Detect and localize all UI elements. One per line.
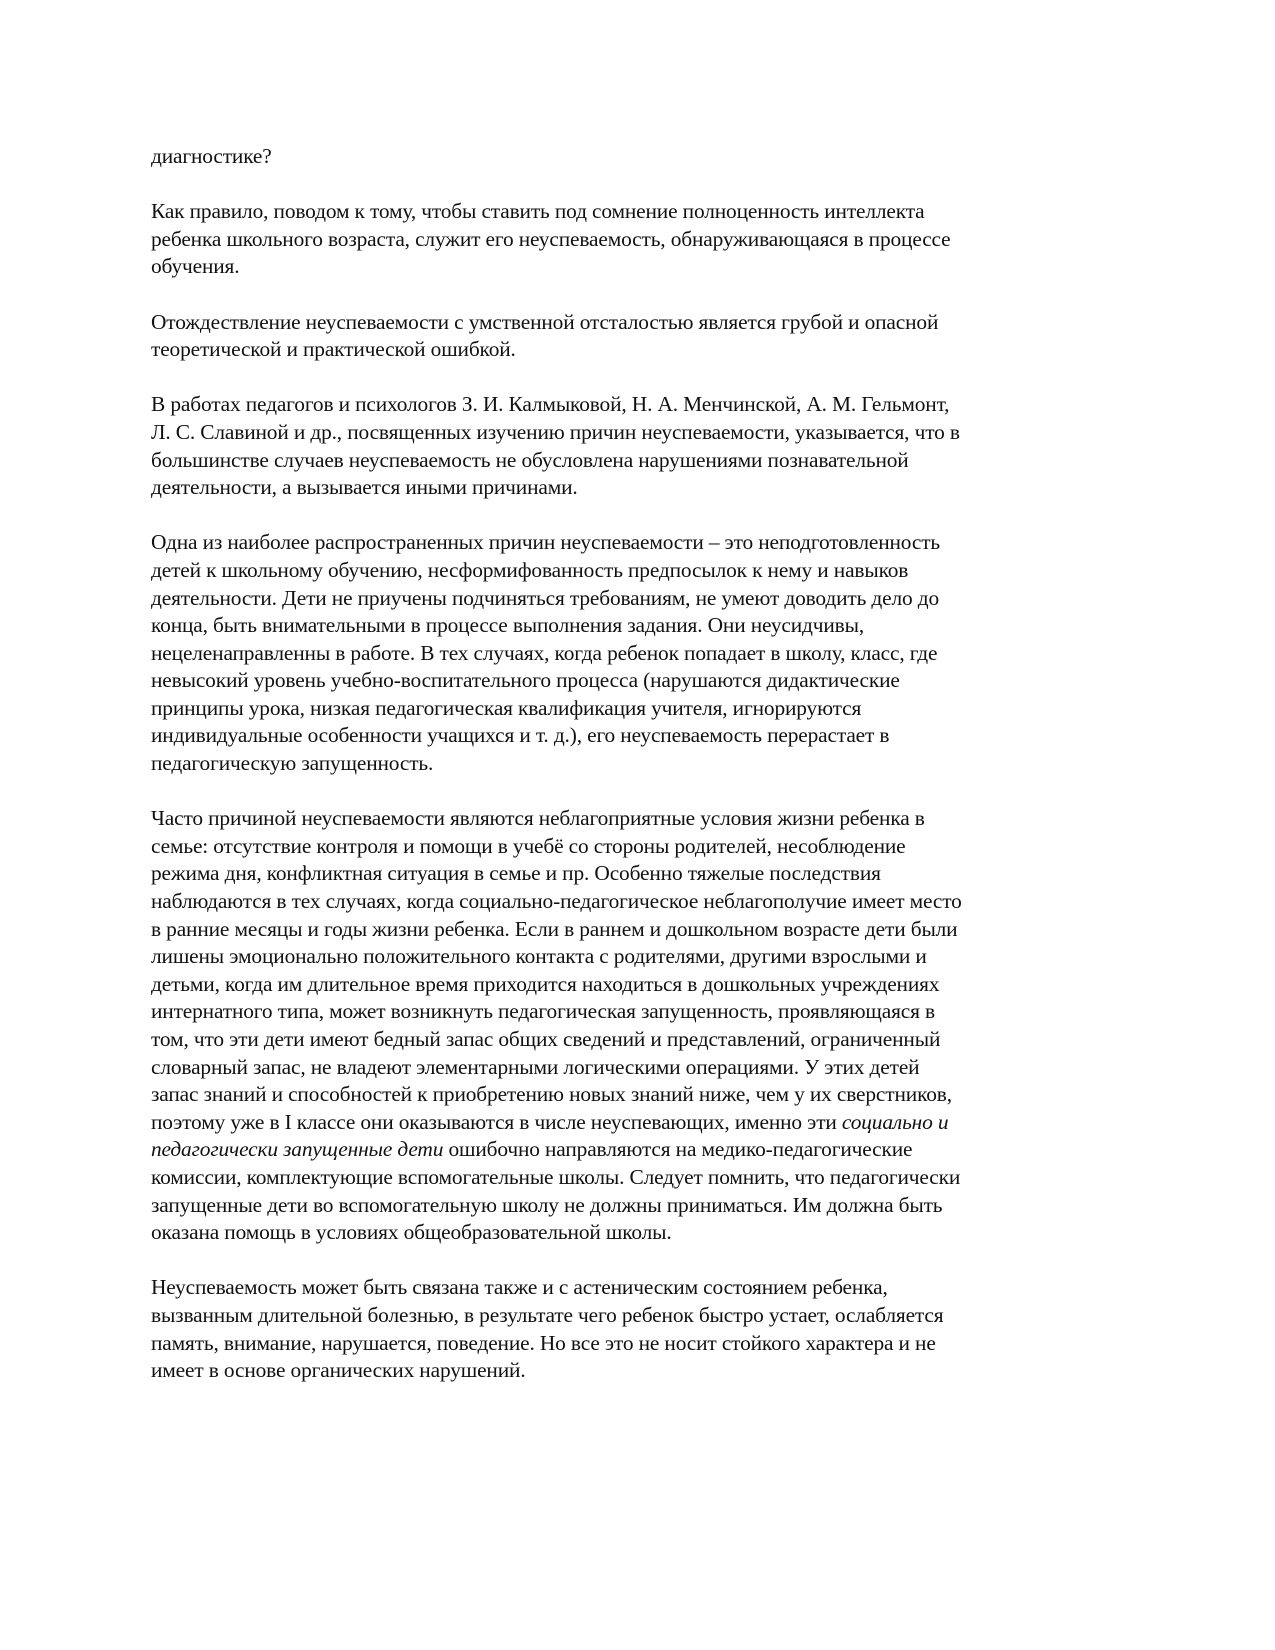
text-line: том, что эти дети имеют бедный запас общих сведений и представлений, ограниченный bbox=[151, 1027, 941, 1051]
text-line: детей к школьному обучению, несформифованность предпосылок к нему и навыков bbox=[151, 557, 909, 582]
text-line: имеет в основе органических нарушений. bbox=[151, 1358, 526, 1383]
text-line: наблюдаются в тех случаях, когда социально-педагогическое неблагополучие имеет место bbox=[151, 889, 962, 914]
text-line: Неуспеваемость может быть связана также и с астеническим состоянием ребенка, bbox=[151, 1275, 888, 1300]
text-line: лишены эмоционально положительного контакта с родителями, другими взрослыми и bbox=[151, 944, 927, 969]
text-line: детьми, когда им длительное время приходится находиться в дошкольных учреждениях bbox=[151, 971, 940, 996]
text-run: поэтому уже в I классе они оказываются в числе неуспевающих, именно эти bbox=[151, 1109, 842, 1134]
paragraph-researchers bbox=[151, 391, 1086, 501]
emphasized-term: педагогически запущенные дети bbox=[151, 1137, 444, 1162]
text-line: семье: отсутствие контроля и помощи в учебё со стороны родителей, несоблюдение bbox=[151, 833, 906, 858]
text-line: теоретической и практической ошибкой. bbox=[151, 337, 516, 362]
text-line: деятельности, а вызывается иными причинами. bbox=[151, 475, 578, 500]
text-line: индивидуальные особенности учащихся и т. д.), его неуспеваемость перерастает в bbox=[151, 723, 890, 748]
text-line: вызванным длительной болезнью, в результате чего ребенок быстро устает, ослабляется bbox=[151, 1302, 944, 1327]
text-line bbox=[151, 1136, 1086, 1164]
text-line: Одна из наиболее распространенных причин неуспеваемости – это неподготовленность bbox=[151, 530, 941, 555]
document-body bbox=[151, 143, 1086, 1412]
text-line: Отождествление неуспеваемости с умственной отсталостью является грубой и опасной bbox=[151, 309, 939, 334]
text-line bbox=[151, 1109, 1086, 1137]
text-line: запас знаний и способностей к приобретению новых знаний ниже, чем у их сверстников, bbox=[151, 1082, 952, 1107]
text-line: комиссии, комплектующие вспомогательные школы. Следует помнить, что педагогически bbox=[151, 1164, 961, 1189]
text-line: оказана помощь в условиях общеобразовательной школы. bbox=[151, 1220, 672, 1245]
text-line: нецеленаправленны в работе. В тех случаях, когда ребенок попадает в школу, класс, где bbox=[151, 640, 938, 665]
paragraph-asthenic-state bbox=[151, 1274, 1086, 1384]
text-line: Л. С. Славиной и др., посвященных изучению причин неуспеваемости, указывается, что в bbox=[151, 419, 960, 444]
text-line: В работах педагогов и психологов З. И. Калмыковой, Н. А. Менчинской, А. М. Гельмонт, bbox=[151, 392, 950, 417]
text-line: запущенные дети во вспомогательную школу не должны приниматься. Им должна быть bbox=[151, 1192, 943, 1217]
text-line: обучения. bbox=[151, 254, 240, 279]
text-line: режима дня, конфликтная ситуация в семье и пр. Особенно тяжелые последствия bbox=[151, 861, 881, 886]
text-line: конца, быть внимательными в процессе выполнения задания. Они неусидчивы, bbox=[151, 613, 865, 638]
paragraph-intellect-doubt bbox=[151, 198, 1086, 281]
text-line: большинстве случаев неуспеваемость не обусловлена нарушениями познавательной bbox=[151, 447, 909, 472]
text-line: память, внимание, нарушается, поведение. Но все это не носит стойкого характера и не bbox=[151, 1330, 936, 1355]
text-line: в ранние месяцы и годы жизни ребенка. Если в раннем и дошкольном возрасте дети были bbox=[151, 916, 958, 941]
text-line: диагностике? bbox=[151, 144, 272, 168]
text-line: невысокий уровень учебно-воспитательного процесса (нарушаются дидактические bbox=[151, 668, 900, 693]
text-run: ошибочно направляются на медико-педагогические bbox=[443, 1137, 913, 1162]
paragraph-continuation bbox=[151, 143, 1086, 171]
text-line: ребенка школьного возраста, служит его неуспеваемость, обнаруживающаяся в процессе bbox=[151, 226, 951, 251]
text-line: словарный запас, не владеют элементарными логическими операциями. У этих детей bbox=[151, 1054, 920, 1079]
paragraph-family-conditions bbox=[151, 805, 1086, 1247]
text-line: интернатного типа, может возникнуть педагогическая запущенность, проявляющаяся в bbox=[151, 999, 935, 1024]
text-line: Как правило, поводом к тому, чтобы ставить под сомнение полноценность интеллекта bbox=[151, 199, 925, 224]
text-line: принципы урока, низкая педагогическая квалификация учителя, игнорируются bbox=[151, 695, 862, 720]
emphasized-term: социально и bbox=[841, 1109, 949, 1134]
text-line: деятельности. Дети не приучены подчиняться требованиям, не умеют доводить дело до bbox=[151, 585, 940, 610]
paragraph-identification-error bbox=[151, 309, 1086, 364]
text-line: Часто причиной неуспеваемости являются неблагоприятные условия жизни ребенка в bbox=[151, 806, 925, 831]
paragraph-unpreparedness bbox=[151, 529, 1086, 777]
text-line: педагогическую запущенность. bbox=[151, 751, 434, 776]
